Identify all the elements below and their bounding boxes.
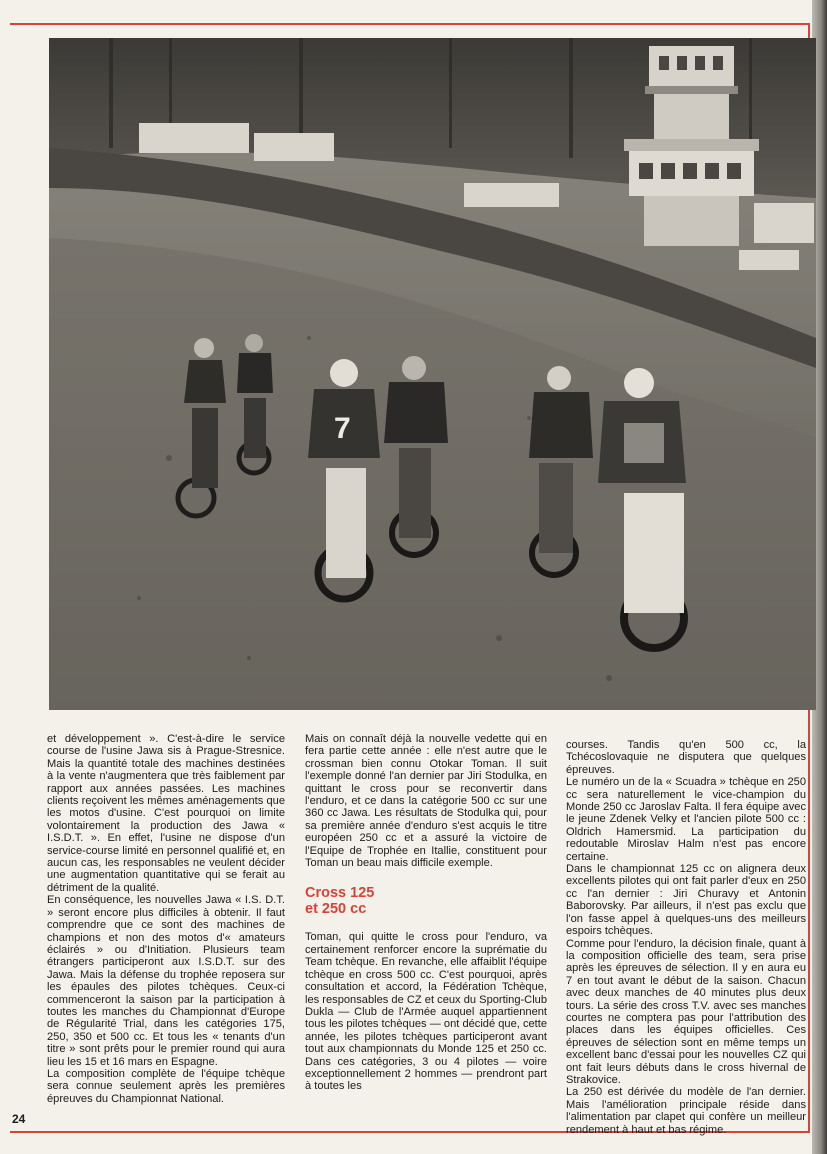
- body-paragraph: Mais on connaît déjà la nouvelle vedette qui en fera partie cette année : elle n'est autre que le crossman bien connu Otokar Toman. Il suit l'exemple donné l'an dernier par Jiri Stodulka, en quittant le cross pour se reconvertir dans l'enduro, et ce dans la catégorie 500 cc sur une 360 cc Jawa. Les résultats de Stodulka qui, pour sa première année d'enduro s'est acquis le titre européen 250 cc et a assuré la victoire de l'Equipe de Trophée en Itallie, constituent pour Toman un beau mais difficile exemple.: [305, 733, 547, 870]
- section-heading-line-2: et 250 cc: [305, 901, 367, 918]
- body-paragraph: et développement ». C'est-à-dire le service course de l'usine Jawa sis à Prague-Stresnice. Mais la quantité totale des machines destinées à la vente n'augmentera que très faiblement par rapport aux années passées. Les machines clients reçoivent les mêmes aménagements que les motos d'usine. C'est pourquoi on limite volontairement la production des Jawa « I.S.D.T. ». En effet, l'usine ne dispose d'un service-course limité en personnel qualifié et, en aucun cas, les responsables ne veulent décider une augmentation quantitative qui se ferait au détriment de la qualité.: [47, 733, 285, 894]
- body-paragraph: Comme pour l'enduro, la décision finale, quant à la composition officielle des team, sera prise après les épreuves de sélection. Il y en aura eu 7 en tout avant le début de la saison. Chacun avec deux manches de 40 minutes plus deux tours. La série des cross T.V. avec ses manches courtes ne comptera pas pour l'attribution des places dans les équipes officielles. Ces épreuves de sélection sont en même temps un excellent banc d'essai pour les nouvelles CZ qui ont fait leurs débuts dans le cross hivernal de Strakovice.: [566, 937, 806, 1086]
- text-column-1: [47, 733, 285, 1105]
- body-paragraph: Toman, qui quitte le cross pour l'enduro, va certainement renforcer encore la suprématie du Team tchèque. En revanche, elle affaiblit l'équipe tchèque en cross 500 cc. C'est pourquoi, après consultation et accord, la Fédération Tchèque, les responsables de CZ et ceux du Sporting-Club Dukla — Club de l'Armée auquel appartiennent tous les pilotes tchèques — ont décidé que, cette année, les pilotes tchèques participeront avant tout aux championnats du Monde 125 et 250 cc. Dans ces catégories, 3 ou 4 pilotes — voire exceptionnellement 2 hommes — prendront part à toutes les: [305, 931, 547, 1093]
- body-paragraph: courses. Tandis qu'en 500 cc, la Tchécoslovaquie ne disputera que quelques épreuves.: [566, 739, 806, 776]
- section-heading-line-1: Cross 125: [305, 885, 375, 902]
- body-paragraph: En conséquence, les nouvelles Jawa « I.S. D.T. » seront encore plus difficiles à obtenir. Il faut comprendre que ce sont des machines de champions et non des motos d'« amateurs éclairés » ou d'Initiation. Plusieurs team étrangers participeront aux I.S.D.T. sur des Jawa. Mais la défense du trophée reposera sur les épaules des pilotes tchèques. Ceux-ci commenceront la saison par la participation à toutes les manches du Championnat d'Europe de Régularité Trial, dans les catégories 175, 250, 350 et 500 cc. Et tous les « tenants d'un titre » sont prêts pour le premier round qui aura lieu les 15 et 16 mars en Espagne.: [47, 894, 285, 1068]
- text-column-2: [305, 733, 547, 1093]
- body-paragraph: Le numéro un de la « Scuadra » tchèque en 250 cc sera naturellement le vice-champion du Monde 250 cc Jaroslav Falta. Il fera équipe avec le jeune Zdenek Velky et l'ancien pilote 500 cc : Oldrich Hamersmid. La participation du redoutable Miroslav Halm n'est pas encore certaine.: [566, 776, 806, 863]
- photo-illustration: [49, 38, 816, 710]
- top-red-rule: [10, 23, 810, 25]
- svg-text:7: 7: [334, 412, 351, 445]
- body-paragraph: La 250 est dérivée du modèle de l'an dernier. Mais l'amélioration principale réside dans l'alimentation par clapet qui confère un meilleur rendement à haut et bas régime.: [566, 1086, 806, 1136]
- section-heading: [305, 885, 547, 917]
- body-paragraph: Dans le championnat 125 cc on alignera deux excellents pilotes qui ont fait parler d'eux en 250 cc l'an dernier : Jiri Churavy et Antonin Baborovsky. Par ailleurs, il n'est pas exclu que l'on fasse appel à quelques-uns des meilleurs espoirs tchèques.: [566, 863, 806, 938]
- motocross-race-photo: [49, 38, 816, 710]
- text-column-3: [566, 739, 806, 1136]
- page-number: 24: [12, 1112, 26, 1126]
- body-paragraph: La composition complète de l'équipe tchèque sera connue seulement après les premières épreuves du Championnat National.: [47, 1067, 285, 1105]
